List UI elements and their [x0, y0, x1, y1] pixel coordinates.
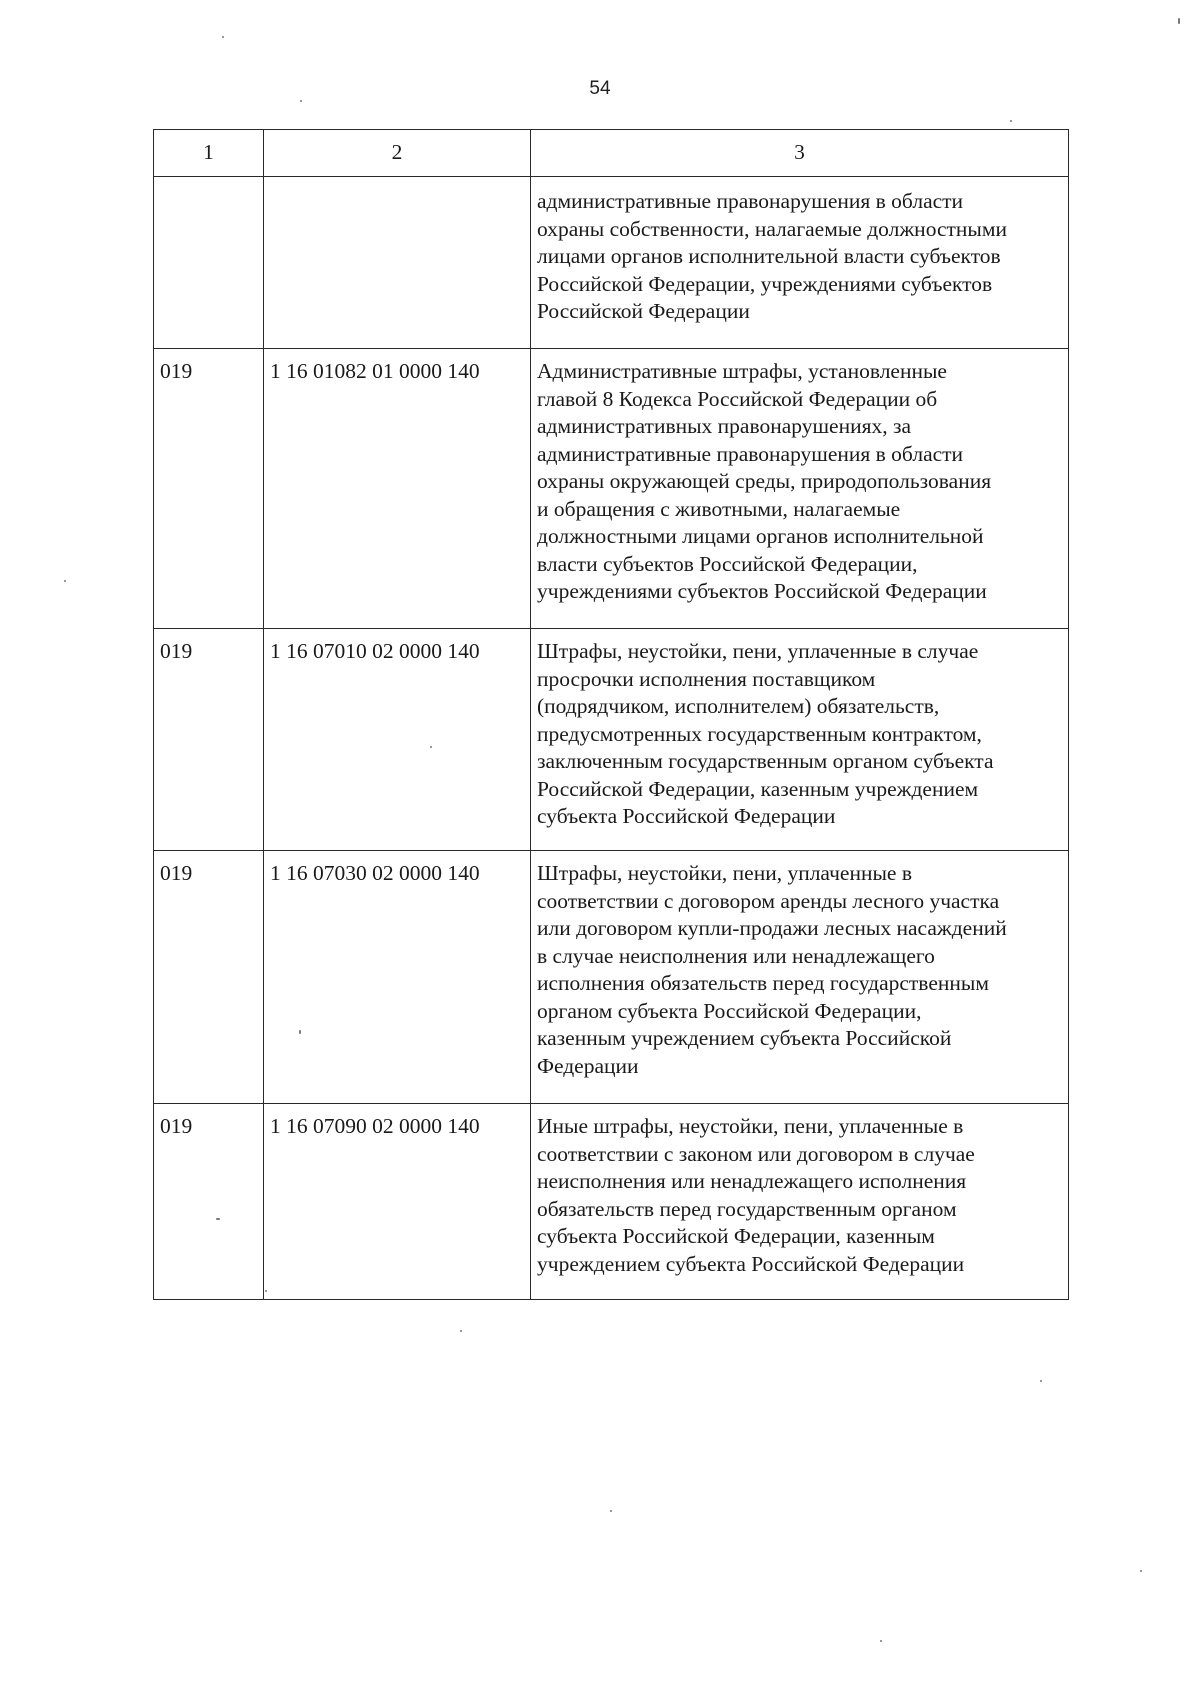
- table-row: [154, 177, 1069, 349]
- scan-speck: [880, 1640, 882, 1642]
- cell-description: административные правонарушения в области охраны собственности, налагаемые должностными лицами органов исполнительной власти субъектов Российской Федерации, учреждениями субъектов Российской Федерации: [531, 177, 1069, 349]
- table-row: [154, 851, 1069, 1104]
- cell-description: Административные штрафы, установленные главой 8 Кодекса Российской Федерации об административных правонарушениях, за административные правонарушения в области охраны окружающей среды, природопользования и обращения с животными, налагаемые должностными лицами органов исполнительной власти субъектов Российской Федерации, учреждениями субъектов Российской Федерации: [531, 349, 1069, 629]
- column-header-3: 3: [531, 130, 1069, 177]
- scan-speck: [222, 36, 224, 38]
- scan-speck: [1178, 18, 1180, 24]
- cell-budget-classification-code: [264, 177, 531, 349]
- cell-code: 019: [154, 349, 264, 629]
- scan-speck: [300, 100, 302, 102]
- cell-code: 019: [154, 1104, 264, 1300]
- cell-budget-classification-code: 1 16 07090 02 0000 140: [264, 1104, 531, 1300]
- cell-budget-classification-code: 1 16 07010 02 0000 140: [264, 629, 531, 851]
- scan-speck: [216, 1218, 220, 1220]
- table-row: [154, 1104, 1069, 1300]
- column-header-1: 1: [154, 130, 264, 177]
- cell-code: 019: [154, 629, 264, 851]
- table-row: [154, 629, 1069, 851]
- table-header-row: [154, 130, 1069, 177]
- cell-description: Штрафы, неустойки, пени, уплаченные в случае просрочки исполнения поставщиком (подрядчиком, исполнителем) обязательств, предусмотренных государственным контрактом, заключенным государственным органом субъекта Российской Федерации, казенным учреждением субъекта Российской Федерации: [531, 629, 1069, 851]
- scan-speck: [1010, 120, 1012, 122]
- table-row: [154, 349, 1069, 629]
- scan-speck: [1140, 1570, 1142, 1572]
- cell-budget-classification-code: 1 16 07030 02 0000 140: [264, 851, 531, 1104]
- cell-description: Иные штрафы, неустойки, пени, уплаченные в соответствии с законом или договором в случае неисполнения или ненадлежащего исполнения обязательств перед государственным органом субъекта Российской Федерации, казенным учреждением субъекта Российской Федерации: [531, 1104, 1069, 1300]
- scan-speck: [430, 746, 432, 748]
- scan-speck: [460, 1330, 462, 1332]
- scan-speck: [299, 1030, 301, 1034]
- cell-code: [154, 177, 264, 349]
- scan-speck: [1040, 1380, 1042, 1382]
- cell-description: Штрафы, неустойки, пени, уплаченные в соответствии с договором аренды лесного участка или договором купли-продажи лесных насаждений в случае неисполнения или ненадлежащего исполнения обязательств перед государственным органом субъекта Российской Федерации, казенным учреждением субъекта Российской Федерации: [531, 851, 1069, 1104]
- cell-budget-classification-code: 1 16 01082 01 0000 140: [264, 349, 531, 629]
- scan-speck: [265, 1290, 267, 1292]
- scan-speck: [64, 580, 66, 582]
- column-header-2: 2: [264, 130, 531, 177]
- scan-speck: [610, 1510, 612, 1512]
- page-number: 54: [589, 78, 611, 99]
- cell-code: 019: [154, 851, 264, 1104]
- budget-codes-table: [153, 129, 1069, 1300]
